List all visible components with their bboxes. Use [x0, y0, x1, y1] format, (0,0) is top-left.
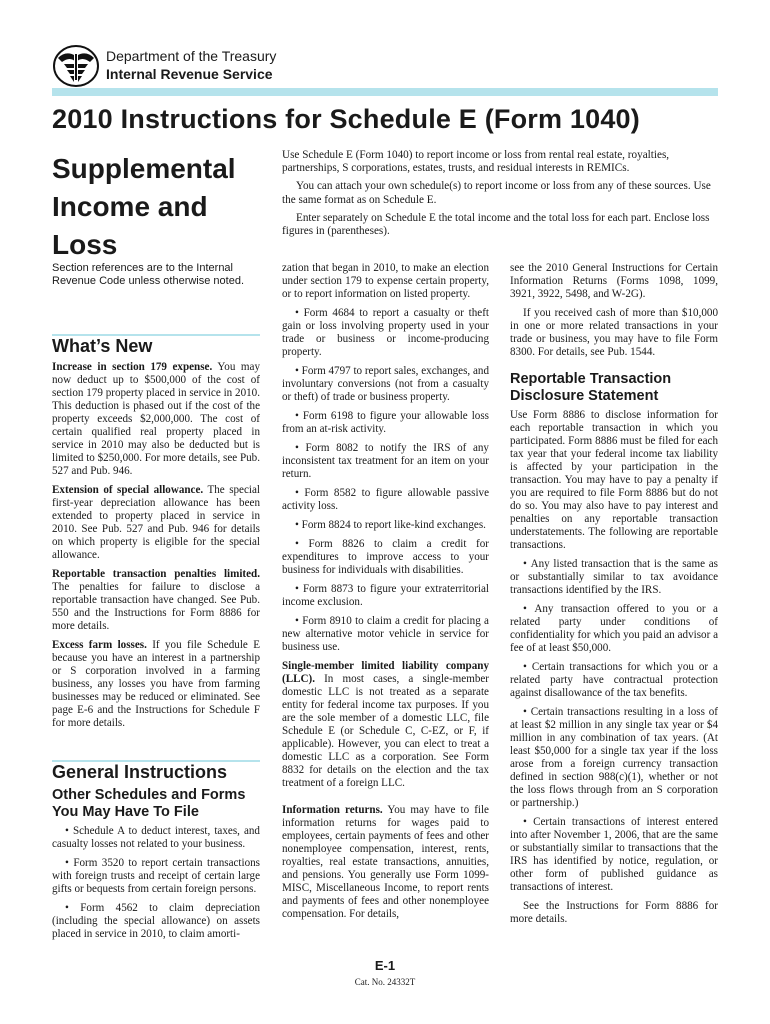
bullet-item: • Certain transactions resulting in a loss of at least $2 million in any single tax year or $4 million in any combination of tax years. (At least $50,000 for a single tax year if the loss arose from a foreign currency transaction defined in section 988(c)(1), whether or not the loss flows through from an S corporation or partnership.) [510, 706, 718, 810]
bullet-item: • Form 8910 to claim a credit for placing a new alternative motor vehicle in service for business use. [282, 615, 489, 654]
bullet-item: • Form 8873 to figure your extraterritorial income exclusion. [282, 583, 489, 609]
bullet-item: • Any listed transaction that is the same as or substantially similar to tax avoidance transactions identified by the IRS. [510, 558, 718, 597]
whats-new-item [52, 568, 260, 633]
info-returns-text: You may have to file information returns for wages paid to employees, certain payments of fees and other nonemployee compensation, interest, rents, royalties, real estate transactions, annuities, and pensions. You generally use Form 1099-MISC, Miscellaneous Income, to report rents and payments of fees and other nonemployee compensation. For details, [282, 804, 489, 920]
continued-text: zation that began in 2010, to make an election under section 179 to expense certain property, or to report information on listed property. [282, 262, 489, 300]
item-text: The penalties for failure to disclose a reportable transaction have changed. See Pub. 550 and the Instructions for Form 8886 for more details. [52, 581, 260, 632]
bullet-item: • Certain transactions of interest entered into after November 1, 2006, that are the same or substantially similar to transactions that the IRS has identified by notice, regulation, or other form of published guidance as transactions of interest. [510, 816, 718, 894]
catalog-number: Cat. No. 24332T [354, 977, 416, 987]
item-text: The special first-year depreciation allowance has been extended to property placed in service in 2010. See Pub. 527 and Pub. 946 for details on which property is eligible for the special allowance. [52, 484, 260, 561]
closing-paragraph: See the Instructions for Form 8886 for more details. [510, 900, 718, 925]
reportable-transaction-heading: Reportable Transaction Disclosure Statement [510, 371, 672, 404]
item-text: If you file Schedule E because you have an interest in a partnership or S corporation involved in a farming business, any losses you have from farming businesses may be reduced or eliminated. See page E-6 and the Instructions for Schedule F for more details. [52, 639, 260, 729]
intro-paragraph: Enter separately on Schedule E the total income and the total loss for each part. Enclose loss figures in (parentheses). [282, 211, 710, 238]
agency-name [106, 47, 276, 83]
item-heading: Increase in section 179 expense. [52, 361, 213, 373]
whats-new-item [52, 639, 260, 730]
agency-irs: Internal Revenue Service [106, 66, 273, 82]
llc-heading: Single-member limited liability company (LLC). [282, 660, 489, 685]
bullet-item: • Certain transactions for which you or a related party have contractual protection against disallowance of the tax benefits. [510, 661, 718, 700]
bullet-item: • Schedule A to deduct interest, taxes, and casualty losses not related to your business. [52, 825, 260, 851]
continued-text: see the 2010 General Instructions for Certain Information Returns (Forms 1098, 1099, 3921, 3922, 5498, and W-2G). [510, 262, 718, 300]
llc-paragraph [282, 660, 489, 790]
document-title: 2010 Instructions for Schedule E (Form 1040) [52, 104, 640, 134]
item-heading: Excess farm losses. [52, 639, 147, 651]
whats-new-item [52, 484, 260, 562]
bullet-item: • Form 4562 to claim depreciation (including the special allowance) on assets placed in service in 2010, to claim amorti- [52, 902, 260, 941]
irs-eagle-logo-icon [52, 44, 100, 88]
intro-section [282, 149, 718, 243]
bullet-item: • Form 8824 to report like-kind exchanges. [282, 519, 489, 532]
page-number: E-1 [374, 958, 396, 973]
general-instructions-heading: General Instructions [52, 760, 260, 779]
info-returns-paragraph [282, 804, 489, 921]
item-heading: Reportable transaction penalties limited. [52, 568, 260, 580]
info-returns-heading: Information returns. [282, 804, 383, 816]
item-heading: Extension of special allowance. [52, 484, 204, 496]
intro-paragraph: You can attach your own schedule(s) to report income or loss from any of these sources. Use the same format as on Schedule E. [282, 180, 711, 206]
bullet-item: • Form 4797 to report sales, exchanges, and involuntary conversions (not from a casualty or theft) of trade or business property. [282, 365, 489, 404]
column-1 [52, 262, 260, 947]
agency-department: Department of the Treasury [106, 48, 277, 64]
bullet-item: • Form 8582 to figure allowable passive activity loss. [282, 487, 489, 513]
item-text: You may now deduct up to $500,000 of the cost of section 179 property placed in service in 2010. This deduction is phased out if the cost of the property exceeds $2,000,000. The cost of certain qualified real property placed in service in 2010 may also be deducted but is limited to $250,000. For more details, see Pub. 527 and Pub. 946. [52, 361, 260, 477]
bullet-item: • Form 6198 to figure your allowable loss from an at-risk activity. [282, 410, 489, 436]
header-rule [52, 88, 718, 96]
form-title: Supplemental Income and Loss [52, 153, 236, 260]
intro-paragraph: Use Schedule E (Form 1040) to report income or loss from rental real estate, royalties, partnerships, S corporations, estates, trusts, and residual interests in REMICs. [282, 149, 670, 175]
bullet-item: • Form 4684 to report a casualty or theft gain or loss involving property used in your trade or business or income-producing property. [282, 307, 489, 359]
whats-new-heading: What’s New [52, 334, 260, 353]
whats-new-item [52, 361, 260, 478]
section-note: Section references are to the Internal Revenue Code unless otherwise noted. [52, 262, 245, 287]
bullet-item: • Form 8082 to notify the IRS of any inconsistent tax treatment for an item on your return. [282, 442, 489, 481]
column-2 [282, 262, 489, 927]
llc-text: In most cases, a single-member domestic LLC is not treated as a separate entity for federal income tax purposes. If you are the sole member of a domestic LLC, file Schedule E (or Schedule C, C-EZ, or F, if applicable). However, you can elect to treat a domestic LLC as a corporation. See Form 8832 for details on the election and the tax treatment of a foreign LLC. [282, 673, 489, 789]
reportable-transaction-text: Use Form 8886 to disclose information for each reportable transaction in which you participated. Form 8886 must be filed for each tax year that your federal income tax liability is affected by your participation in the transaction. You may have to pay a penalty if you are required to file Form 8886 but do not do so. You may also have to pay interest and penalties on any reportable transaction understatements. The following are reportable transactions. [510, 409, 718, 551]
other-schedules-heading: Other Schedules and Forms You May Have To File [52, 787, 246, 820]
bullet-item: • Form 3520 to report certain transactions with foreign trusts and receipt of certain large gifts or bequests from certain foreign persons. [52, 857, 260, 896]
bullet-item: • Any transaction offered to you or a related party under conditions of confidentiality for which you paid an advisor a fee of at least $50,000. [510, 603, 718, 655]
bullet-item: • Form 8826 to claim a credit for expenditures to improve access to your business for individuals with disabilities. [282, 538, 489, 577]
column-3 [510, 262, 718, 932]
cash-paragraph: If you received cash of more than $10,000 in one or more related transactions in your trade or business, you may have to file Form 8300. For details, see Pub. 1544. [510, 307, 718, 358]
